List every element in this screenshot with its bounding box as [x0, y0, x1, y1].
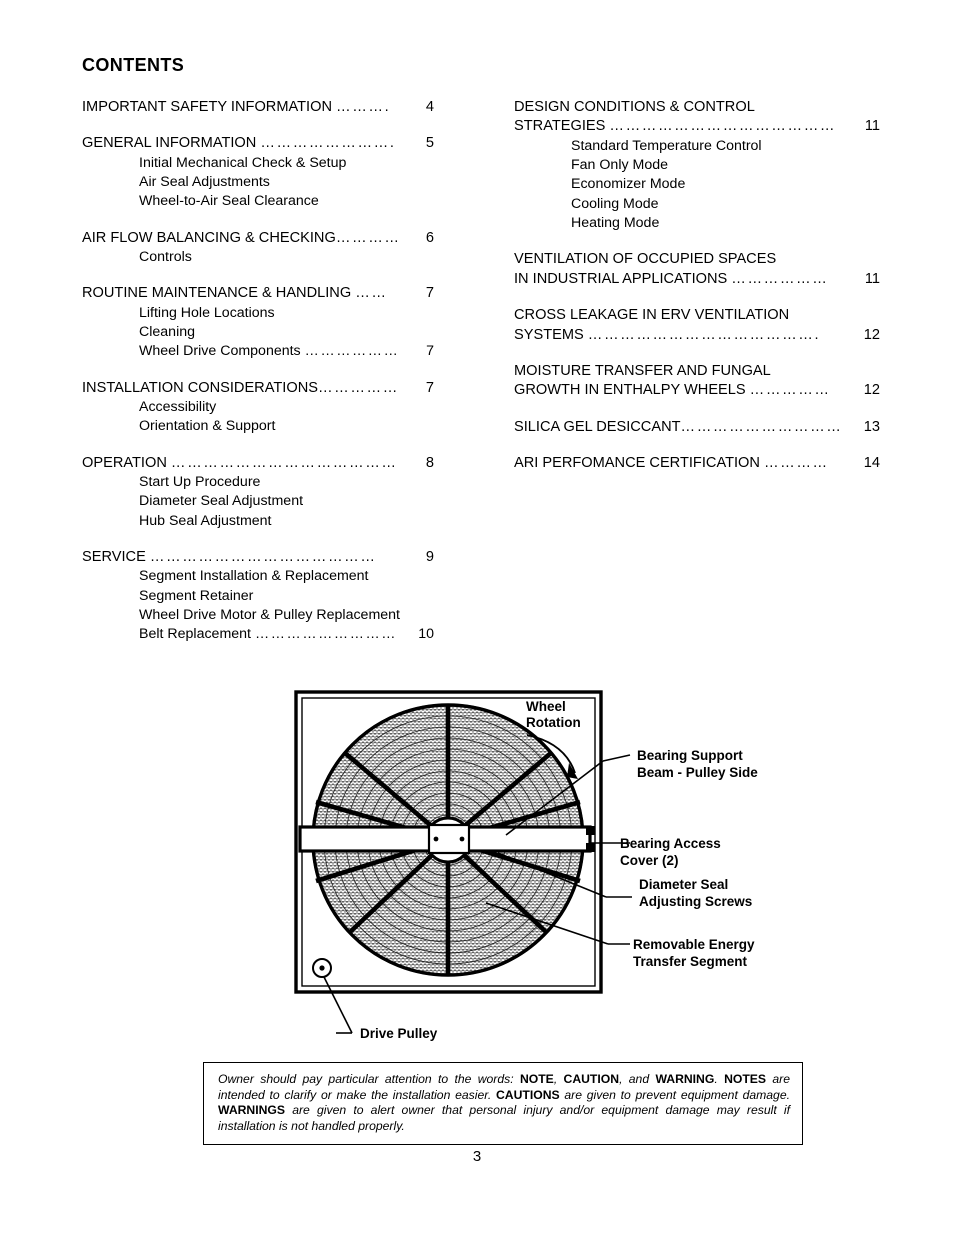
toc-subitem[interactable]: Segment Retainer — [139, 587, 254, 604]
toc-entry[interactable] — [82, 134, 434, 211]
toc-entry-page: 6 — [425, 229, 434, 246]
note-seg-3: , and — [619, 1072, 656, 1086]
callout-bearing-access — [590, 836, 721, 868]
page-number: 3 — [472, 1148, 482, 1165]
toc-entry-page: 4 — [425, 99, 434, 115]
leader-dots: …… — [355, 285, 388, 302]
leader-dots: …………………………………… — [170, 454, 398, 471]
energy-wheel-diagram — [290, 685, 890, 1060]
bearing-support-beam — [300, 825, 595, 853]
toc-subitem[interactable]: Wheel Drive Motor & Pulley Replacement — [139, 607, 400, 623]
wheel-rotation-label-line2: Rotation — [526, 715, 581, 730]
toc-entry-main — [514, 381, 880, 400]
toc-entry-page: 8 — [425, 454, 434, 471]
toc-subitem[interactable]: Hub Seal Adjustment — [139, 512, 272, 529]
leader-dots: ………. — [336, 99, 391, 115]
bearing-access-label-line2: Cover (2) — [620, 853, 679, 868]
toc-subitem-page: 10 — [418, 626, 434, 643]
note-seg-4: . — [714, 1072, 725, 1086]
toc-subitem[interactable] — [82, 342, 434, 361]
toc-entry[interactable] — [514, 306, 880, 345]
toc-entry-main — [82, 229, 434, 248]
drive-pulley-icon — [313, 959, 331, 977]
toc-subitem[interactable]: Start Up Procedure — [139, 474, 261, 491]
toc-entry-page: 12 — [863, 326, 880, 343]
toc-subitem[interactable]: Segment Installation & Replacement — [139, 568, 369, 585]
toc-entry-page: 11 — [864, 270, 880, 287]
bearing-access-label-line1: Bearing Access — [620, 836, 721, 851]
leader-dots: ………… — [335, 229, 401, 246]
toc-entry-main — [82, 134, 434, 153]
leader-dots: …………… — [749, 382, 831, 399]
toc-subitem[interactable]: Cleaning — [139, 324, 196, 341]
note-bold-warnings: WARNINGS — [218, 1103, 286, 1118]
toc-entry-title: ARI PERFOMANCE CERTIFICATION — [514, 455, 760, 472]
toc-entry-page: 11 — [864, 118, 880, 135]
toc-entry-title: ROUTINE MAINTENANCE & HANDLING — [82, 285, 352, 302]
page-title: CONTENTS — [82, 55, 185, 75]
toc-entry[interactable] — [82, 454, 434, 531]
diameter-seal-label-line2: Adjusting Screws — [639, 894, 753, 909]
toc-entry[interactable] — [82, 98, 434, 117]
toc-subitem[interactable]: Fan Only Mode — [571, 157, 668, 174]
toc-subitem[interactable]: Accessibility — [139, 399, 217, 416]
toc-subitem-title: Belt Replacement — [139, 626, 251, 643]
toc-entry-title: IMPORTANT SAFETY INFORMATION — [82, 99, 333, 115]
leader-dots: ………… — [763, 455, 829, 472]
note-bold-warning: WARNING — [655, 1072, 715, 1086]
note-box — [203, 1062, 803, 1145]
note-box-text — [218, 1072, 790, 1134]
toc-entry[interactable] — [82, 229, 434, 268]
leader-dots: …………………………………… — [609, 118, 837, 135]
toc-entry-page: 13 — [863, 418, 880, 435]
toc-entry-main — [514, 326, 880, 345]
toc-subitem[interactable]: Lifting Hole Locations — [139, 304, 275, 321]
toc-left-column — [82, 98, 434, 645]
toc-entry-title: SILICA GEL DESICCANT — [514, 418, 681, 435]
toc-entry-page: 14 — [863, 455, 880, 472]
toc-subitem[interactable]: Standard Temperature Control — [571, 137, 762, 154]
toc-entry-title: GENERAL INFORMATION — [82, 135, 257, 152]
toc-entry-main — [82, 284, 434, 303]
toc-subitem-page: 7 — [426, 343, 434, 360]
note-bold-caution: CAUTION — [563, 1072, 620, 1086]
toc-entry-title: IN INDUSTRIAL APPLICATIONS — [514, 270, 728, 287]
toc-entry-title-line1: MOISTURE TRANSFER AND FUNGAL — [514, 362, 771, 379]
note-seg-1: Owner should pay particular attention to the words: — [218, 1072, 520, 1086]
toc-subitem[interactable]: Heating Mode — [571, 215, 660, 231]
toc-entry-title-line1: CROSS LEAKAGE IN ERV VENTILATION — [514, 307, 790, 324]
toc-entry-title-line1: VENTILATION OF OCCUPIED SPACES — [514, 251, 777, 268]
toc-entry[interactable] — [82, 548, 434, 645]
leader-dots: ……………………… — [254, 626, 398, 643]
toc-subitem[interactable] — [82, 625, 434, 644]
toc-entry-main — [82, 98, 434, 117]
toc-subitem[interactable]: Initial Mechanical Check & Setup — [139, 154, 347, 171]
note-bold-notes: NOTES — [724, 1072, 767, 1086]
toc-entry[interactable] — [514, 418, 880, 437]
toc-entry-main — [82, 379, 434, 398]
toc-entry-page: 7 — [425, 285, 434, 302]
toc-entry-main — [514, 270, 880, 289]
toc-entry-main — [514, 418, 880, 437]
toc-entry-title-line1: DESIGN CONDITIONS & CONTROL — [514, 99, 755, 115]
toc-subitem[interactable]: Cooling Mode — [571, 195, 659, 212]
toc-entry[interactable] — [514, 250, 880, 289]
toc-entry[interactable] — [82, 379, 434, 437]
toc-subitem[interactable]: Economizer Mode — [571, 176, 686, 193]
toc-subitem[interactable]: Controls — [139, 249, 192, 266]
leader-dots: ……………………………………. — [587, 326, 821, 343]
toc-entry-title: INSTALLATION CONSIDERATIONS — [82, 379, 318, 396]
toc-subitem[interactable]: Wheel-to-Air Seal Clearance — [139, 193, 319, 210]
leader-dots: ……………………. — [260, 135, 396, 152]
bearing-support-label-line1: Bearing Support — [637, 748, 743, 763]
drive-pulley-label: Drive Pulley — [360, 1026, 438, 1041]
toc-subitem-title: Wheel Drive Components — [139, 343, 301, 360]
toc-entry-main — [82, 548, 434, 567]
toc-entry-title: OPERATION — [82, 454, 167, 471]
leader-dots: ………………………… — [680, 418, 843, 435]
note-seg-6: are given to prevent equipment damage. — [559, 1087, 790, 1102]
note-bold-note: NOTE — [519, 1072, 554, 1086]
toc-entry[interactable] — [82, 284, 434, 361]
toc-entry[interactable] — [514, 454, 880, 473]
note-seg-7: are given to alert owner that personal injury and/or equipment damage may result if installation is not handled properly. — [218, 1103, 790, 1133]
toc-entry-page: 5 — [425, 135, 434, 152]
toc-entry-title: GROWTH IN ENTHALPY WHEELS — [514, 382, 746, 399]
note-bold-cautions: CAUTIONS — [495, 1087, 560, 1102]
toc-entry-main — [82, 454, 434, 473]
bearing-support-label-line2: Beam - Pulley Side — [637, 765, 758, 780]
toc-entry-title: AIR FLOW BALANCING & CHECKING — [82, 229, 336, 246]
toc-entry[interactable] — [514, 362, 880, 401]
wheel-rotation-label-line1: Wheel — [526, 699, 566, 714]
toc-entry-title: SYSTEMS — [514, 326, 584, 343]
toc-entry-page: 12 — [863, 382, 880, 399]
leader-dots: ……………… — [731, 270, 829, 287]
leader-dots: …………… — [317, 379, 399, 396]
note-seg-2: , — [553, 1072, 564, 1086]
toc-right-column — [514, 98, 880, 474]
note-seg-5: are intended to clarify or make the installation easier. — [218, 1072, 790, 1102]
diameter-seal-label-line1: Diameter Seal — [639, 877, 729, 892]
toc-entry-page: 7 — [425, 379, 434, 396]
removable-segment-label-line2: Transfer Segment — [633, 954, 748, 969]
toc-entry[interactable] — [514, 98, 880, 233]
toc-entry-title: SERVICE — [82, 549, 146, 565]
toc-entry-main — [514, 117, 880, 136]
toc-entry-title: STRATEGIES — [514, 118, 606, 135]
toc-entry-page: 9 — [425, 549, 434, 565]
leader-dots: …………………………………… — [149, 549, 377, 565]
removable-segment-label-line1: Removable Energy — [633, 937, 755, 952]
toc-subitem[interactable]: Diameter Seal Adjustment — [139, 493, 304, 510]
leader-dots: ……………… — [304, 343, 400, 360]
toc-subitem[interactable]: Orientation & Support — [139, 418, 276, 435]
toc-subitem[interactable]: Air Seal Adjustments — [139, 174, 270, 191]
toc-entry-main — [514, 454, 880, 473]
